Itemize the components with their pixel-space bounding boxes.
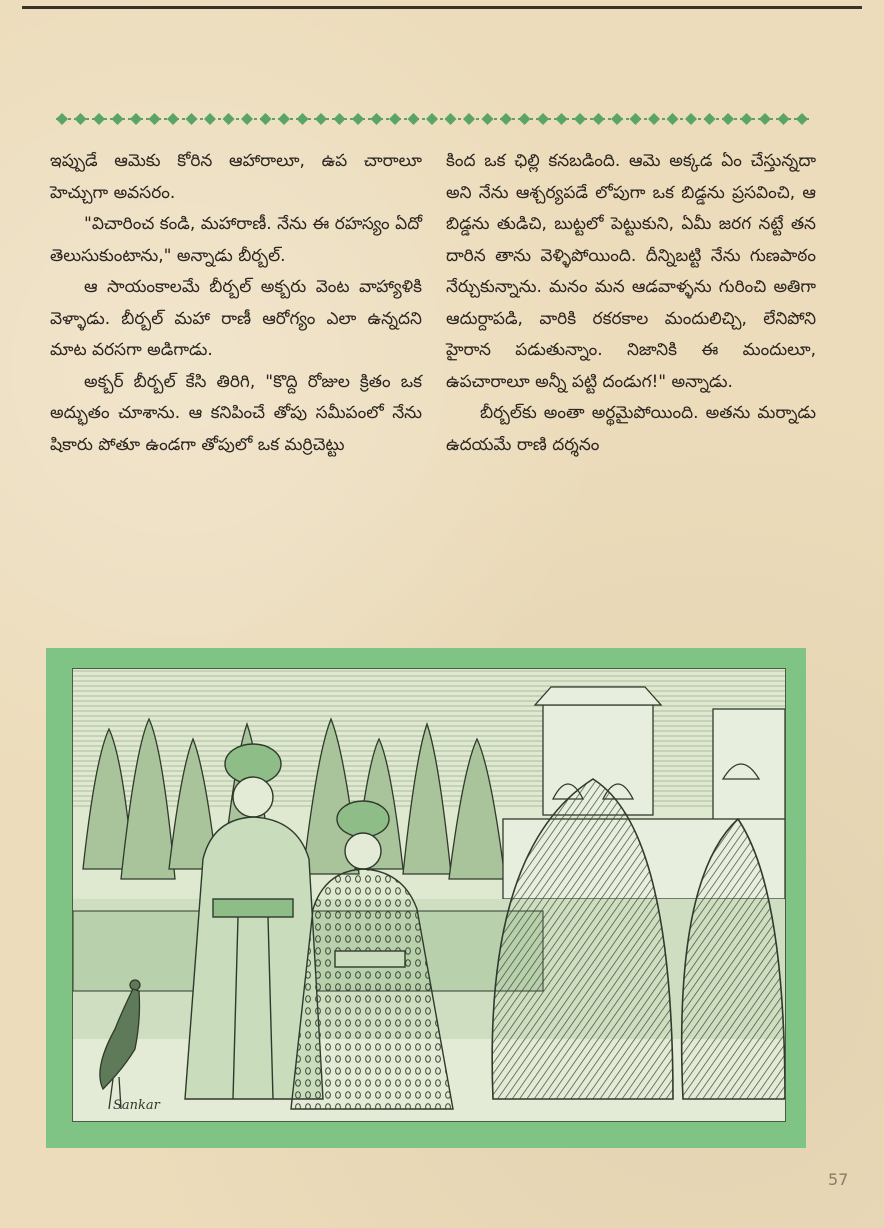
ornament-diamond [574,113,586,125]
ornament-diamond [223,113,235,125]
ornament-diamond [167,113,179,125]
text-column-right [446,146,816,461]
ornament-diamond [75,113,87,125]
ornament-diamond [685,113,697,125]
ornament-diamond [297,113,309,125]
ornament-diamond [630,113,642,125]
ornament-diamond [741,113,753,125]
ornament-diamond [611,113,623,125]
ornament-diamond [722,113,734,125]
paragraph: అక్బర్ బీర్బల్ కేసి తిరిగి, "కొద్ది రోజుల క్రితం ఒక అద్భుతం చూశాను. ఆ కనిపించే తోపు సమీపంలో నేను షికారు పోతూ ఉండగా తోపులో ఒక మర్రిచెట్టు [50,371,422,455]
paragraph: ఆ సాయంకాలమే బీర్బల్ అక్బరు వెంట వాహ్యాళికి వెళ్ళాడు. బీర్బల్ మహా రాణీ ఆరోగ్యం ఎలా ఉన్నదని మాట వరసగా అడిగాడు. [50,277,422,360]
ornament-diamond [389,113,401,125]
ornament-diamond [426,113,438,125]
paragraph: బీర్బల్‌కు అంతా అర్థమైపోయింది. అతను మర్నాడు ఉదయమే రాణి దర్శనం [446,403,816,455]
paragraph: ఇప్పుడే ఆమెకు కోరిన ఆహారాలూ, ఉప చారాలూ హెచ్చుగా అవసరం. [50,151,422,203]
ornament-diamond [315,113,327,125]
ornament-diamond [648,113,660,125]
text-column-left [50,146,422,461]
paragraph: "విచారించ కండి, మహారాణీ. నేను ఈ రహస్యం ఏదో తెలుసుకుంటాను," అన్నాడు బీర్బల్. [50,214,422,266]
ornament-diamond [241,113,253,125]
ornament-diamond [260,113,272,125]
ornament-diamond [593,113,605,125]
illustration-frame [46,648,806,1148]
ornament-diamond [667,113,679,125]
ornament-diamond [408,113,420,125]
ornament-diamond [149,113,161,125]
artist-signature: Sankar [113,1098,160,1113]
illustration-akbar-birbal-garden [72,668,786,1122]
ornament-diamond [704,113,716,125]
ornament-diamond [130,113,142,125]
top-rule [22,6,862,9]
ornament-diamond [93,113,105,125]
ornamental-border [56,110,812,128]
ornament-diamond [796,113,808,125]
ornament-diamond [519,113,531,125]
ornament-diamond [204,113,216,125]
ornament-diamond [371,113,383,125]
ornament-diamond [463,113,475,125]
paragraph: కింద ఒక ఛిల్లి కనబడింది. ఆమె అక్కడ ఏం చేస్తున్నదా అని నేను ఆశ్చర్యపడే లోపుగా ఒక బిడ్డను ప్రసవించి, ఆ బిడ్డను తుడిచి, బుట్టలో పెట్టుకుని, ఏమీ జరగ నట్టే తన దారిన తాను వెళ్ళిపోయింది. దీన్నిబట్టి నేను గుణపాఠం నేర్చుకున్నాను. మనం మన ఆడవాళ్ళను గురించి అతిగా ఆదుర్దాపడి, వారికి రకరకాల మందులిచ్చి, లేనిపోని హైరాన పడుతున్నాం. నిజానికి ఈ మందులూ, ఉపచారాలూ అన్నీ పట్టి దండుగ!" అన్నాడు. [446,151,816,392]
ornament-diamond [759,113,771,125]
ornament-diamond [482,113,494,125]
ornament-diamond [556,113,568,125]
page-number: 57 [828,1170,849,1189]
ornament-diamond [500,113,512,125]
ornament-diamond [445,113,457,125]
ornament-diamond [186,113,198,125]
ornament-diamond [56,113,68,125]
ornament-diamond [278,113,290,125]
ornament-diamond [334,113,346,125]
ornament-diamond [352,113,364,125]
garden-scene-drawing [73,669,785,1121]
ornament-diamond [112,113,124,125]
ornament-diamond [778,113,790,125]
ornament-diamond [537,113,549,125]
